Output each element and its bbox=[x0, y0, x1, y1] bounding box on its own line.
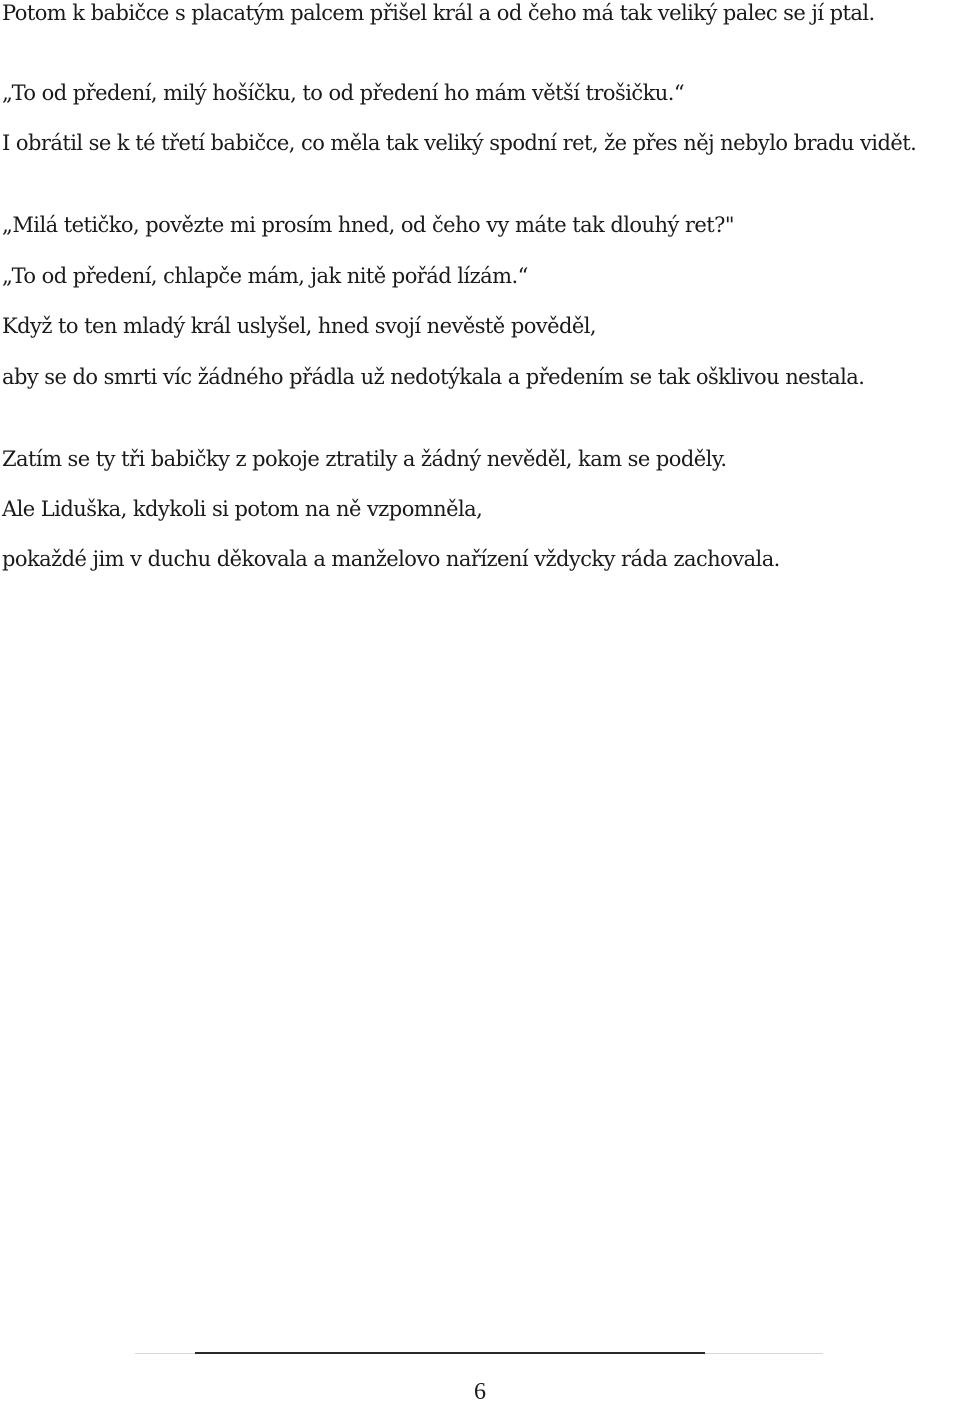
paragraph-2: „To od předení, milý hošíčku, to od předení ho mám větší trošičku.“ bbox=[2, 81, 685, 105]
paragraph-10: pokaždé jim v duchu děkovala a manželovo nařízení vždycky ráda zachovala. bbox=[2, 547, 780, 571]
paragraph-5: „To od předení, chlapče mám, jak nitě pořád lízám.“ bbox=[2, 264, 528, 288]
paragraph-8: Zatím se ty tři babičky z pokoje ztratily a žádný nevěděl, kam se poděly. bbox=[2, 447, 727, 471]
paragraph-4: „Milá tetičko, povězte mi prosím hned, od čeho vy máte tak dlouhý ret?" bbox=[2, 213, 734, 237]
paragraph-6: Když to ten mladý král uslyšel, hned svojí nevěstě pověděl, bbox=[2, 314, 597, 338]
footer-divider bbox=[195, 1352, 705, 1354]
page-number: 6 bbox=[474, 1379, 486, 1405]
paragraph-9: Ale Liduška, kdykoli si potom na ně vzpomněla, bbox=[2, 497, 483, 521]
paragraph-1: Potom k babičce s placatým palcem přišel král a od čeho má tak veliký palec se jí ptal. bbox=[2, 1, 875, 25]
paragraph-3: I obrátil se k té třetí babičce, co měla tak veliký spodní ret, že přes něj nebylo bradu vidět. bbox=[2, 131, 917, 155]
paragraph-7: aby se do smrti víc žádného přádla už nedotýkala a předením se tak ošklivou nestala. bbox=[2, 365, 865, 389]
